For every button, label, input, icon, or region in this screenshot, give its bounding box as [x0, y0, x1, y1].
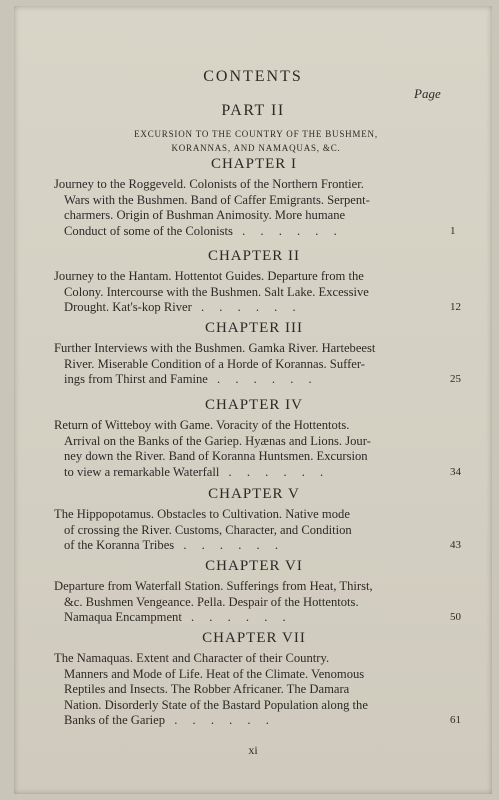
- chapter-summary-line: Conduct of some of the Colonists . . . . . . 1: [64, 223, 456, 238]
- chapter-summary-line: Drought. Kat's-kop River . . . . . . 12: [64, 300, 461, 314]
- chapter-heading: CHAPTER VII: [202, 630, 306, 646]
- chapter-heading: CHAPTER V: [208, 486, 300, 502]
- part-subtitle: [106, 127, 406, 155]
- chapter-summary-line: Namaqua Encampment . . . . . . 50: [64, 610, 461, 624]
- chapter-summary-line: Wars with the Bushmen. Band of Caffer Emigrants. Serpent-: [64, 192, 370, 207]
- chapter-entry: [54, 397, 474, 480]
- chapter-entry: [54, 248, 474, 316]
- chapter-page-number: 61: [450, 714, 461, 726]
- chapter-summary-line: The Namaquas. Extent and Character of their Country.: [54, 651, 330, 665]
- chapter-entry: [54, 156, 474, 239]
- dot-leader: . . . . . .: [232, 223, 343, 238]
- chapter-summary-line: Banks of the Gariep . . . . . . 61: [64, 713, 461, 727]
- dot-leader: . . . . . .: [174, 538, 284, 552]
- chapter-heading: CHAPTER III: [204, 320, 304, 336]
- chapter-summary-line: Departure from Waterfall Station. Sufferings from Heat, Thirst,: [54, 579, 373, 593]
- chapter-entry: [54, 558, 474, 626]
- part-subtitle-line: KORANNAS, AND NAMAQUAS, &C.: [171, 143, 341, 153]
- chapter-heading: CHAPTER II: [207, 248, 301, 264]
- chapter-summary-line: River. Miserable Condition of a Horde of Korannas. Suffer-: [64, 356, 365, 371]
- dot-leader: . . . . . .: [165, 713, 275, 727]
- chapter-entry: [54, 320, 474, 388]
- chapter-page-number: 12: [450, 301, 461, 313]
- chapter-summary-line: Nation. Disorderly State of the Bastard Population along the: [64, 697, 368, 712]
- chapter-summary-line: of crossing the River. Customs, Character, and Condition: [64, 522, 352, 537]
- book-page: [14, 6, 492, 794]
- chapter-summary-line: The Hippopotamus. Obstacles to Cultivation. Native mode: [54, 507, 350, 521]
- chapter-heading: CHAPTER I: [210, 156, 298, 172]
- chapter-page-number: 50: [450, 611, 461, 623]
- dot-leader: . . . . . .: [219, 464, 330, 479]
- chapter-summary-line: Journey to the Roggeveld. Colonists of the Northern Frontier.: [54, 177, 364, 191]
- chapter-summary-line: Reptiles and Insects. The Robber Africaner. The Damara: [64, 682, 350, 696]
- chapter-summary-line: Colony. Intercourse with the Bushmen. Salt Lake. Excessive: [64, 284, 369, 299]
- chapter-summary-line: charmers. Origin of Bushman Animosity. More humane: [64, 208, 346, 222]
- chapter-page-number: 34: [450, 465, 461, 478]
- footer-page-number: xi: [248, 743, 258, 757]
- dot-leader: . . . . . .: [191, 300, 302, 314]
- chapter-entry: [54, 630, 474, 729]
- chapter-page-number: 25: [450, 373, 461, 385]
- chapter-summary-line: Arrival on the Banks of the Gariep. Hyænas and Lions. Jour-: [64, 433, 371, 448]
- chapter-summary-line: ings from Thirst and Famine . . . . . . 25: [64, 372, 461, 386]
- chapter-summary-line: Journey to the Hantam. Hottentot Guides. Departure from the: [54, 269, 364, 283]
- dot-leader: . . . . . .: [181, 610, 292, 624]
- chapter-summary-line: Manners and Mode of Life. Heat of the Climate. Venomous: [64, 666, 365, 681]
- chapter-summary-line: to view a remarkable Waterfall . . . . . . 34: [64, 464, 461, 479]
- dot-leader: . . . . . .: [207, 372, 318, 386]
- chapter-page-number: 43: [450, 539, 461, 551]
- contents-title: CONTENTS: [203, 68, 303, 85]
- chapter-summary-line: Further Interviews with the Bushmen. Gamka River. Hartebeest: [54, 341, 376, 355]
- chapter-summary-line: ney down the River. Band of Koranna Huntsmen. Excursion: [64, 449, 368, 463]
- chapter-summary-line: &c. Bushmen Vengeance. Pella. Despair of the Hottentots.: [64, 594, 359, 609]
- chapter-summary-line: of the Koranna Tribes . . . . . . 43: [64, 538, 461, 552]
- part-subtitle-line: EXCURSION TO THE COUNTRY OF THE BUSHMEN,: [134, 129, 378, 139]
- chapter-page-number: 1: [450, 224, 456, 237]
- chapter-heading: CHAPTER VI: [205, 558, 303, 574]
- chapter-summary-line: Return of Witteboy with Game. Voracity of the Hottentots.: [54, 418, 350, 432]
- part-title: PART II: [221, 102, 285, 119]
- chapter-heading: CHAPTER IV: [205, 397, 303, 413]
- chapter-entry: [54, 486, 474, 554]
- page-column-label: Page: [414, 86, 441, 101]
